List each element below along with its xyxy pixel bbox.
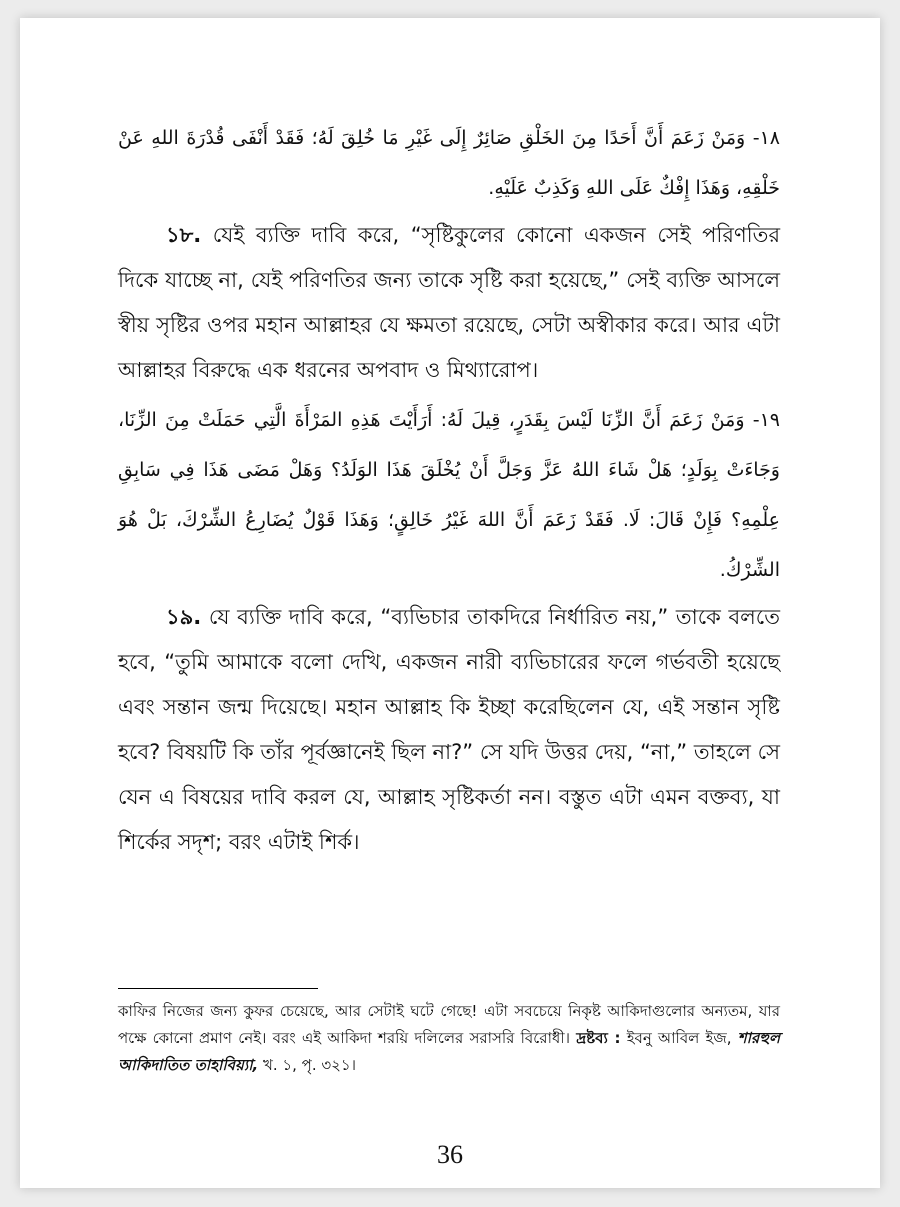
- page-number: 36: [437, 1140, 463, 1169]
- footnote-ref-title: শারহুল আকিদাতিত তাহাবিয়্যা,: [118, 1029, 780, 1074]
- arabic-text-18: ١٨- وَمَنْ زَعَمَ أَنَّ أَحَدًا مِنَ الخَلْقِ صَائِرٌ إِلَى غَيْرِ مَا خُلِقَ لَهُ؛ فَقَدْ أَنْفَى قُدْرَةَ اللهِ عَنْ خَلْقِهِ، وَهَذَا إِفْكٌ عَلَى اللهِ وَكَذِبٌ عَلَيْهِ.: [118, 127, 780, 199]
- paragraph-text: যেই ব্যক্তি দাবি করে, “সৃষ্টিকুলের কোনো একজন সেই পরিণতির দিকে যাচ্ছে না, যেই পরিণতির জন্য তাকে সৃষ্টি করা হয়েছে,” সেই ব্যক্তি আসলে স্বীয় সৃষ্টির ওপর মহান আল্লাহর যে ক্ষমতা রয়েছে, সেটা অস্বীকার করে। আর এটা আল্লাহর বিরুদ্ধে এক ধরনের অপবাদ ও মিথ্যারোপ।: [118, 223, 780, 382]
- paragraph-number: ১৮.: [166, 223, 202, 247]
- page-body: [118, 113, 780, 867]
- footnote: [118, 998, 780, 1079]
- footnote-ref-label: দ্রষ্টব্য :: [576, 1029, 621, 1047]
- arabic-text-19: ١٩- وَمَنْ زَعَمَ أَنَّ الزِّنَا لَيْسَ بِقَدَرٍ، قِيلَ لَهُ: أَرَأَيْتَ هَذِهِ المَرْأَةَ الَّتِي حَمَلَتْ مِنَ الزِّنَا، وَجَاءَتْ بِوَلَدٍ؛ هَلْ شَاءَ اللهُ عَزَّ وَجَلَّ أَنْ يُخْلَقَ هَذَا الوَلَدُ؟ وَهَلْ مَضَى هَذَا فِي سَابِقِ عِلْمِهِ؟ فَإِنْ قَالَ: لَا. فَقَدْ زَعَمَ أَنَّ اللهَ غَيْرُ خَالِقٍ؛ وَهَذَا قَوْلٌ يُضَارِعُ الشِّرْكَ، بَلْ هُوَ الشِّرْكُ.: [118, 409, 780, 581]
- footnote-ref-tail: খ. ১, পৃ. ৩২১।: [258, 1056, 356, 1074]
- bengali-paragraph-19: [118, 595, 780, 865]
- paragraph-text: যে ব্যক্তি দাবি করে, “ব্যভিচার তাকদিরে নির্ধারিত নয়,” তাকে বলতে হবে, “তুমি আমাকে বলো দেখি, একজন নারী ব্যভিচারের ফলে গর্ভবতী হয়েছে এবং সন্তান জন্ম দিয়েছে। মহান আল্লাহ কি ইচ্ছা করেছিলেন যে, এই সন্তান সৃষ্টি হবে? বিষয়টি কি তাঁর পূর্বজ্ঞানেই ছিল না?” সে যদি উত্তর দেয়, “না,” তাহলে সে যেন এ বিষয়ের দাবি করল যে, আল্লাহ সৃষ্টিকর্তা নন। বস্তুত এটা এমন বক্তব্য, যা শির্কের সদৃশ; বরং এটাই শির্ক।: [118, 605, 780, 854]
- footnote-divider: [118, 988, 318, 989]
- paragraph-number: ১৯.: [166, 605, 202, 629]
- footnote-ref-author: ইবনু আবিল ইজ,: [620, 1029, 738, 1047]
- bengali-paragraph-18: [118, 213, 780, 393]
- document-page: [20, 18, 880, 1188]
- footnote-text: কাফির নিজের জন্য কুফর চেয়েছে, আর সেটাই ঘটে গেছে! এটা সবচেয়ে নিকৃষ্ট আকিদাগুলোর অন্যতম, যার পক্ষে কোনো প্রমাণ নেই। বরং এই আকিদা শরয়ি দলিলের সরাসরি বিরোধী।: [118, 1002, 780, 1047]
